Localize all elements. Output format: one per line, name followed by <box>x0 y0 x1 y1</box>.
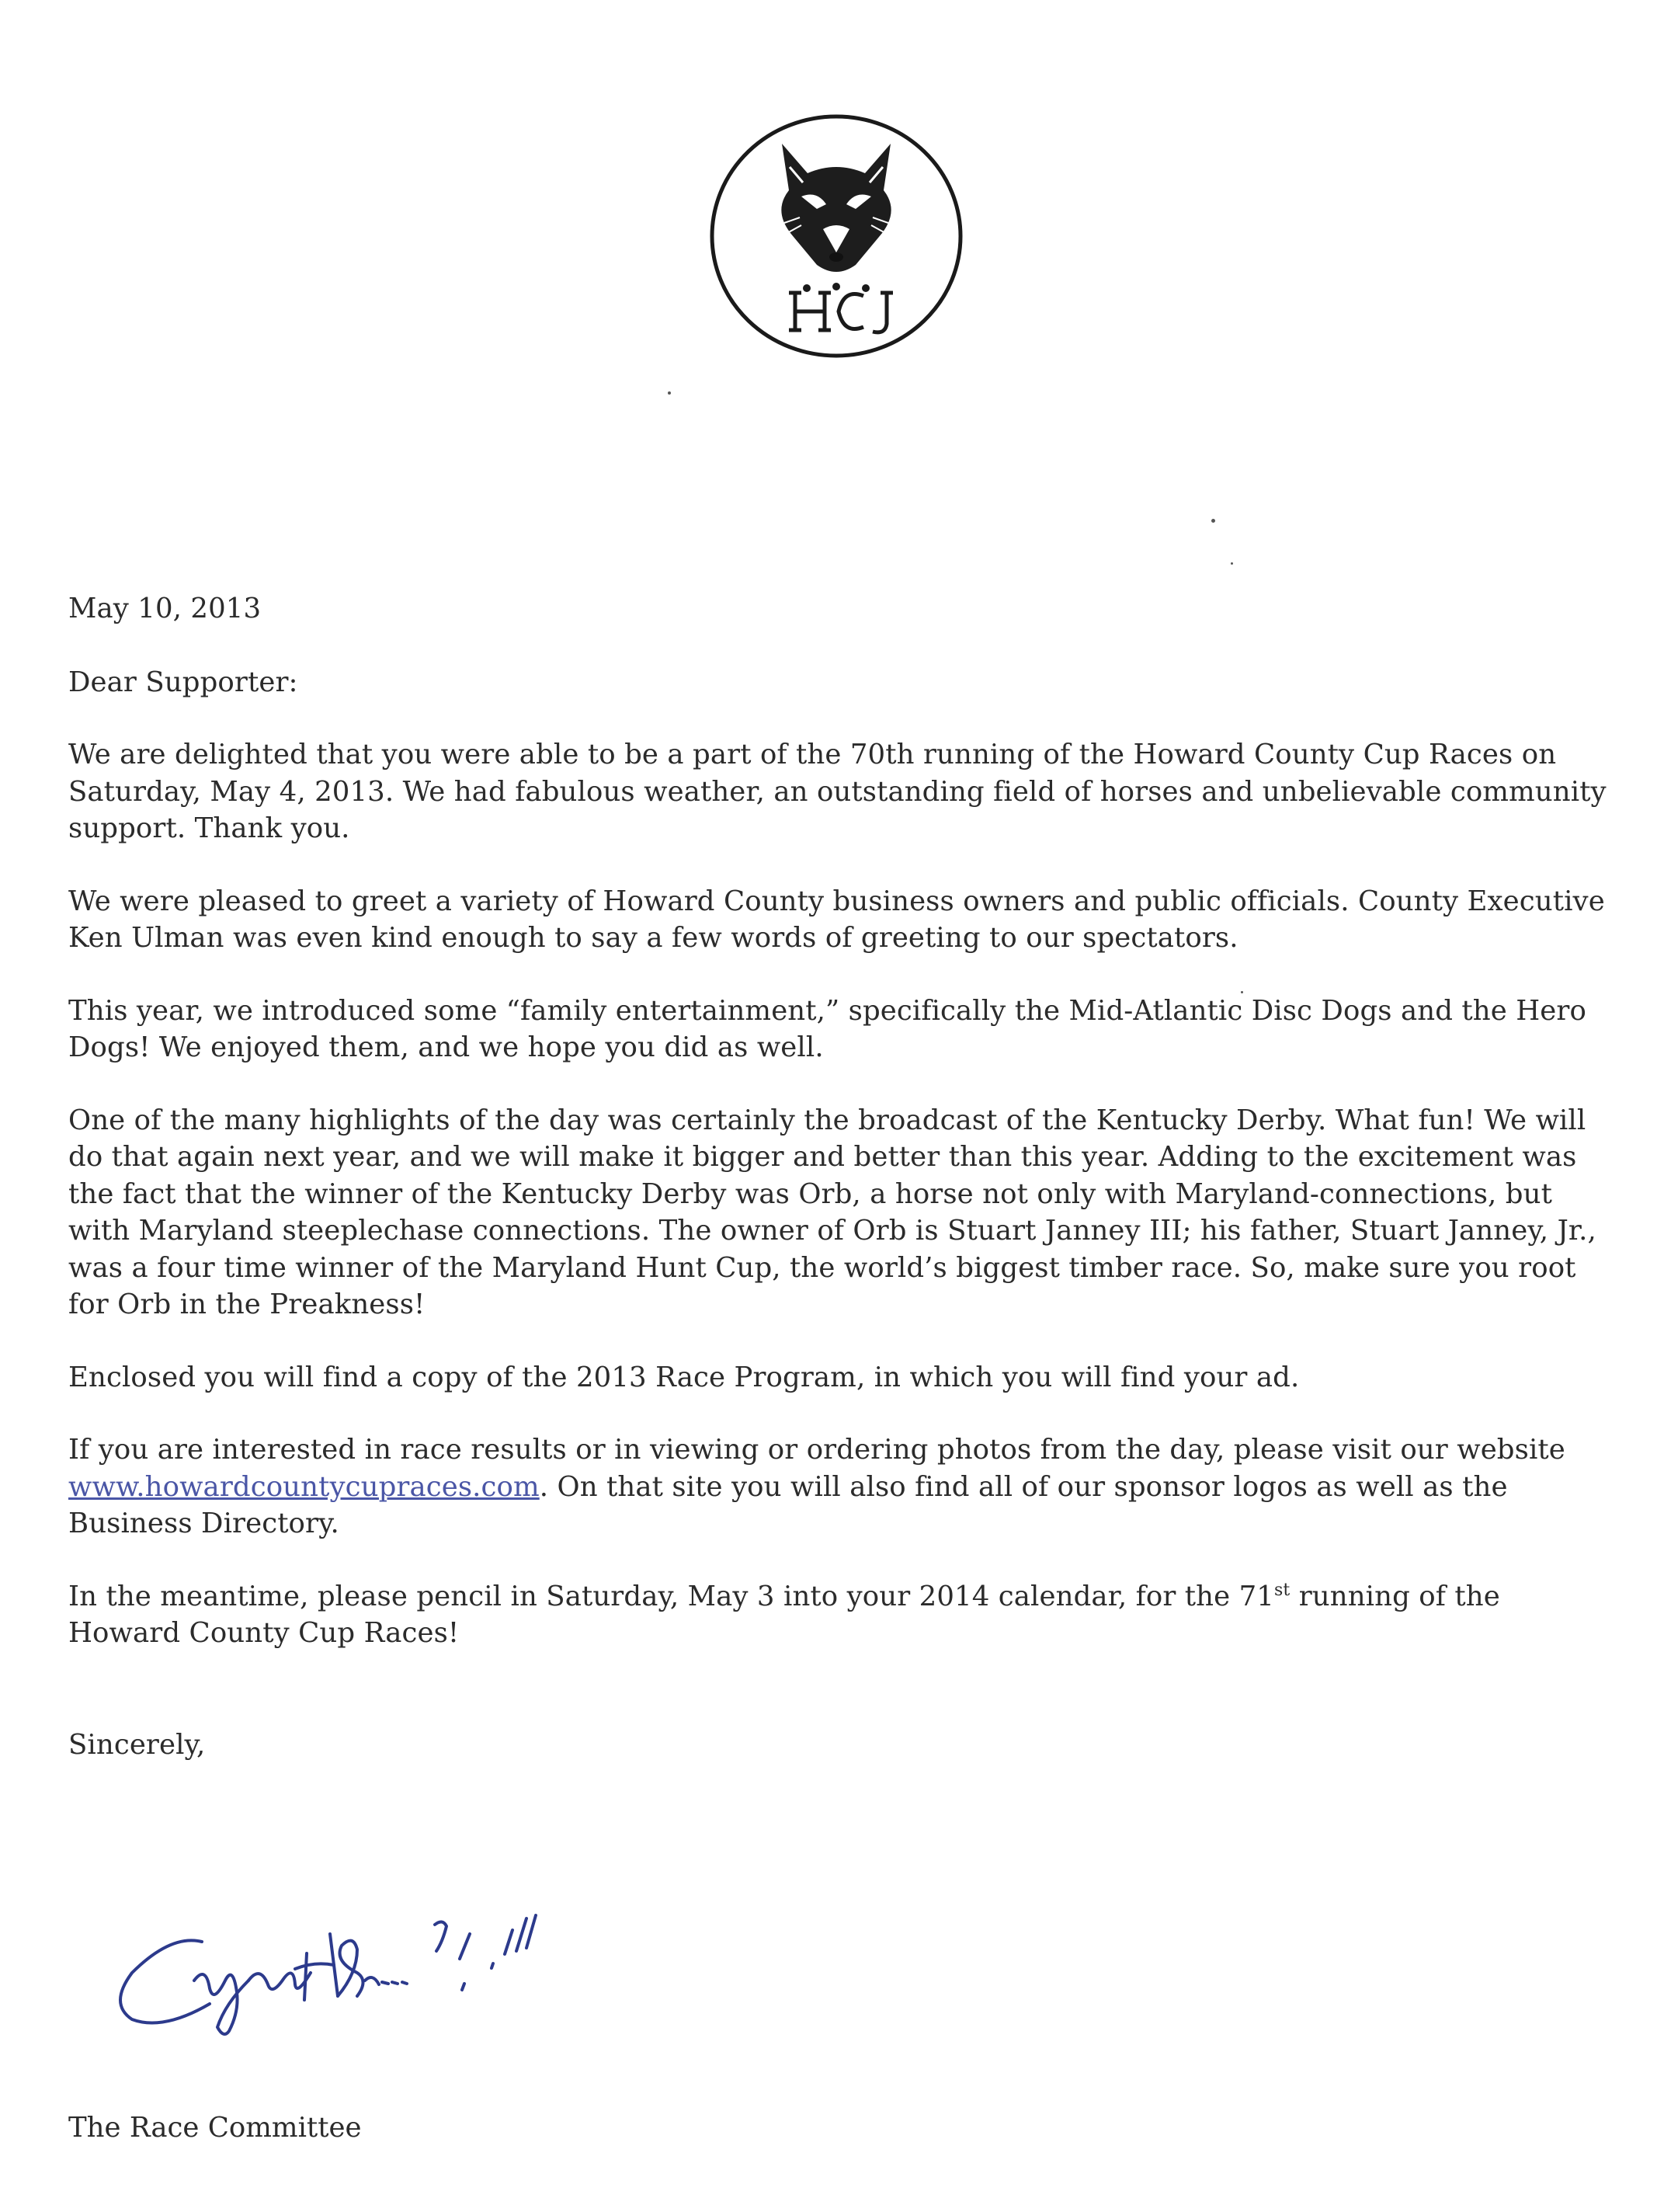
paragraph-7-text-continued: running of the Howard County Cup Races! <box>68 1580 1500 1649</box>
signature-icon <box>101 1887 629 2043</box>
paragraph-3: This year, we introduced some “family entertainment,” specifically the Mid-Atlantic Disc Dogs and the Hero Dogs! We enjoyed them, and we hope you did as well. <box>68 994 1586 1063</box>
signatory: The Race Committee <box>68 2112 362 2144</box>
paragraph-6-text-continued: . On that site you will also find all of our sponsor logos as well as the Business Directory. <box>68 1470 1508 1539</box>
paragraph-6-text: If you are interested in race results or in viewing or ordering photos from the day, please visit our website <box>68 1434 1565 1466</box>
paragraph-7 <box>68 1578 1614 1652</box>
letter-body <box>68 590 1614 1763</box>
scan-speck <box>1231 562 1233 565</box>
letter-date: May 10, 2013 <box>68 593 262 624</box>
paragraph-1: We are delighted that you were able to be a part of the 70th running of the Howard County Cup Races on Saturday, May 4, 2013. We had fabulous weather, an outstanding field of horses and unbelievable community support. Thank you. <box>68 739 1607 844</box>
paragraph-4: One of the many highlights of the day was certainly the broadcast of the Kentucky Derby. What fun! We will do that again next year, and we will make it bigger and better than this year. Adding to the excitement was the fact that the winner of the Kentucky Derby was Orb, a horse not only with Maryland-connections, but with Maryland steeplechase connections. The owner of Orb is Stuart Janney III; his father, Stuart Janney, Jr., was a four time winner of the Maryland Hunt Cup, the world’s biggest timber race. So, make sure you root for Orb in the Preakness! <box>68 1104 1596 1320</box>
paragraph-2: We were pleased to greet a variety of Howard County business owners and public officials. County Executive Ken Ulman was even kind enough to say a few words of greeting to our spectators. <box>68 885 1605 954</box>
fox-emblem-icon <box>708 113 964 360</box>
paragraph-7-text: In the meantime, please pencil in Saturday, May 3 into your 2014 calendar, for the 71 <box>68 1580 1274 1612</box>
scan-speck <box>1241 991 1243 993</box>
paragraph-6 <box>68 1431 1614 1542</box>
salutation: Dear Supporter: <box>68 666 298 698</box>
paragraph-5: Enclosed you will find a copy of the 2013 Race Program, in which you will find your ad. <box>68 1361 1300 1393</box>
scan-speck <box>668 391 671 395</box>
scan-speck <box>1211 519 1215 523</box>
ordinal-suffix: st <box>1273 1580 1291 1600</box>
website-link[interactable]: www.howardcountycupraces.com <box>68 1470 540 1503</box>
closing: Sincerely, <box>68 1728 206 1761</box>
